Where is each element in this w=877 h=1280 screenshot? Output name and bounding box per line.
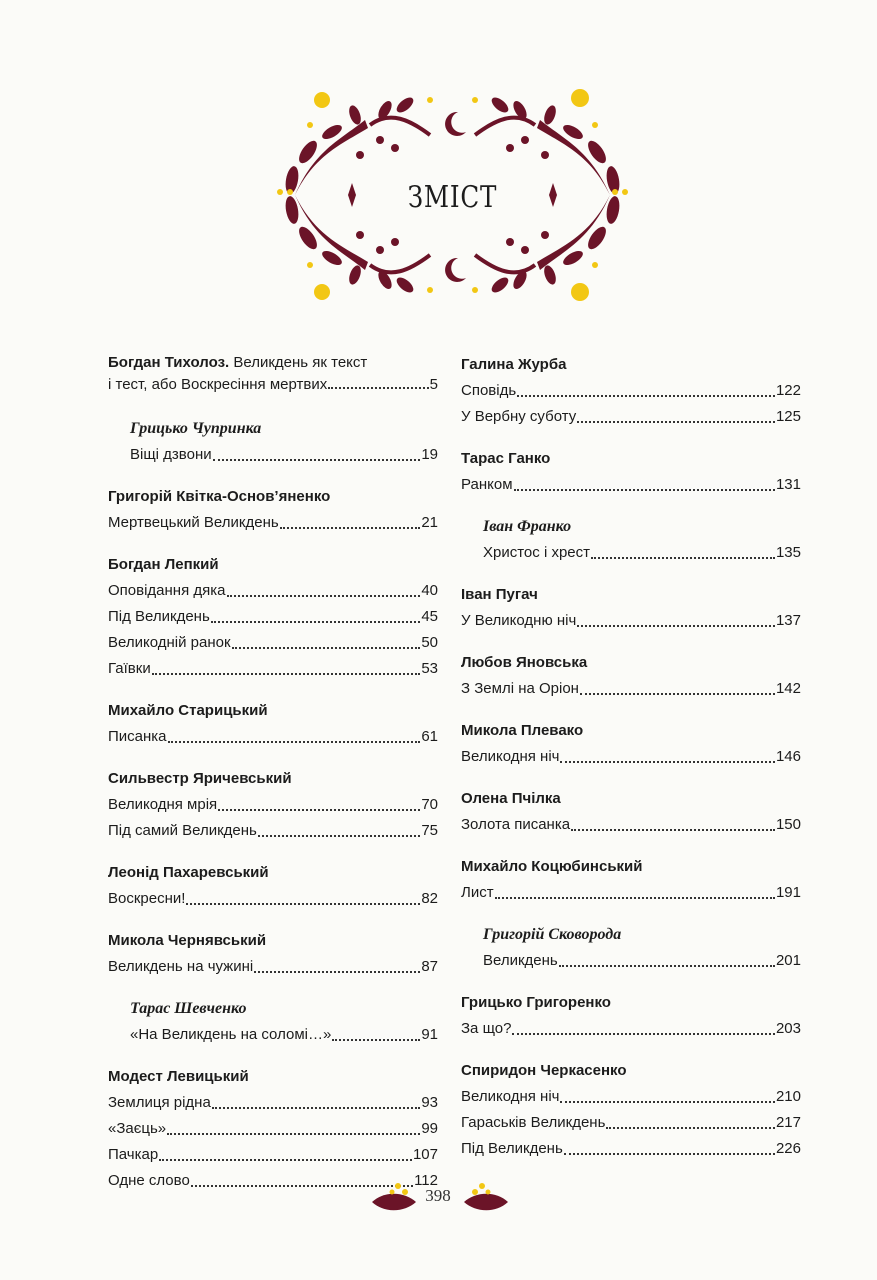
toc-right-column [461, 352, 801, 1162]
toc-title: Ранком [461, 476, 513, 493]
toc-section [461, 854, 801, 906]
toc-section [461, 990, 801, 1042]
toc-section [108, 698, 438, 750]
toc-title: Писанка [108, 728, 167, 745]
toc-title: Лист [461, 884, 494, 901]
toc-page: 146 [775, 748, 801, 765]
toc-entry[interactable] [108, 604, 438, 630]
toc-entry[interactable] [461, 608, 801, 634]
toc-section [108, 552, 438, 682]
toc-title: Під Великдень [461, 1140, 563, 1157]
toc-author: Сильвестр Яричевський [108, 770, 292, 787]
toc-section [461, 446, 801, 498]
toc-title: У Великодню ніч [461, 612, 577, 629]
toc-author: Микола Плевако [461, 722, 584, 739]
toc-page: 75 [421, 822, 438, 839]
toc-title: «На Великдень на соломі…» [130, 1026, 332, 1043]
toc-section [461, 718, 801, 770]
toc-entry[interactable] [108, 578, 438, 604]
toc-author: Григорій Квітка-Основ’яненко [108, 488, 331, 505]
toc-section [108, 484, 438, 536]
toc-title: Гараськів Великдень [461, 1114, 606, 1131]
toc-page: 142 [775, 680, 801, 697]
toc-entry[interactable] [108, 792, 438, 818]
toc-entry[interactable] [108, 1116, 438, 1142]
toc-section [461, 352, 801, 430]
toc-title: Одне слово [108, 1172, 190, 1189]
toc-page: 87 [421, 958, 438, 975]
toc-page: 203 [775, 1020, 801, 1037]
toc-entry[interactable] [108, 510, 438, 536]
toc-page: 91 [421, 1026, 438, 1043]
toc-page: 191 [775, 884, 801, 901]
toc-entry[interactable] [461, 378, 801, 404]
toc-title: Великдень на чужині [108, 958, 254, 975]
toc-page: 112 [414, 1172, 438, 1189]
toc-entry[interactable] [108, 630, 438, 656]
toc-title: За що? [461, 1020, 512, 1037]
toc-page: 61 [421, 728, 438, 745]
toc-page: 50 [421, 634, 438, 651]
toc-section [461, 582, 801, 634]
toc-title: Великодня ніч [461, 1088, 560, 1105]
toc-entry[interactable] [483, 540, 801, 566]
toc-page: 217 [775, 1114, 801, 1131]
toc-title: Мертвецький Великдень [108, 514, 279, 531]
toc-entry[interactable] [461, 1084, 801, 1110]
toc-title: Гаївки [108, 660, 151, 677]
toc-entry[interactable] [461, 1110, 801, 1136]
toc-entry[interactable] [461, 676, 801, 702]
toc-title: Воскресни! [108, 890, 186, 907]
toc-page: 226 [775, 1140, 801, 1157]
toc-left-column [108, 352, 438, 1194]
toc-author: Іван Франко [483, 518, 572, 535]
toc-page: 210 [775, 1088, 801, 1105]
toc-entry[interactable] [108, 724, 438, 750]
toc-section [461, 786, 801, 838]
toc-author: Спиридон Черкасенко [461, 1062, 627, 1079]
toc-title: Сповідь [461, 382, 517, 399]
toc-author: Тарас Ганко [461, 450, 551, 467]
toc-entry[interactable] [461, 880, 801, 906]
toc-page: 99 [421, 1120, 438, 1137]
toc-author: Любов Яновська [461, 654, 588, 671]
toc-intro-entry[interactable] [108, 352, 438, 396]
toc-entry[interactable] [130, 442, 438, 468]
toc-section [461, 650, 801, 702]
toc-entry[interactable] [461, 744, 801, 770]
toc-title: Великдень [483, 952, 558, 969]
toc-page: 19 [421, 446, 438, 463]
toc-entry[interactable] [461, 472, 801, 498]
toc-title: У Вербну суботу [461, 408, 577, 425]
toc-entry[interactable] [483, 948, 801, 974]
toc-entry[interactable] [108, 818, 438, 844]
toc-page: 70 [421, 796, 438, 813]
toc-page: 53 [421, 660, 438, 677]
toc-entry[interactable] [461, 812, 801, 838]
toc-author: Михайло Старицький [108, 702, 268, 719]
toc-page: 131 [775, 476, 801, 493]
toc-title: Оповідання дяка [108, 582, 226, 599]
toc-page: 40 [421, 582, 438, 599]
toc-section [108, 860, 438, 912]
toc-entry[interactable] [461, 1136, 801, 1162]
toc-page: 107 [412, 1146, 438, 1163]
toc-section [108, 996, 438, 1048]
toc-entry[interactable] [108, 1142, 438, 1168]
toc-title: Віщі дзвони [130, 446, 212, 463]
toc-author: Іван Пугач [461, 586, 538, 603]
toc-author: Леонід Пахаревський [108, 864, 269, 881]
toc-entry[interactable] [108, 656, 438, 682]
toc-title: Під Великдень [108, 608, 210, 625]
toc-title: Великодній ранок [108, 634, 231, 651]
toc-title: «Заєць» [108, 1120, 167, 1137]
toc-section [461, 1058, 801, 1162]
toc-author: Григорій Сковорода [483, 926, 622, 943]
toc-title: Христос і хрест [483, 544, 590, 561]
toc-entry[interactable] [108, 954, 438, 980]
toc-page: 93 [421, 1094, 438, 1111]
toc-page: 82 [421, 890, 438, 907]
toc-author: Богдан Тихолоз. [108, 354, 230, 371]
toc-title: Великодня ніч [461, 748, 560, 765]
toc-author: Тарас Шевченко [130, 1000, 247, 1017]
toc-title: Золота писанка [461, 816, 571, 833]
toc-page: 21 [421, 514, 438, 531]
toc-entry[interactable] [461, 404, 801, 430]
toc-author: Модест Левицький [108, 1068, 249, 1085]
toc-author: Микола Чернявський [108, 932, 267, 949]
toc-title: Великдень як текст [229, 354, 368, 371]
toc-entry[interactable] [108, 886, 438, 912]
toc-author: Олена Пчілка [461, 790, 561, 807]
toc-author: Грицько Григоренко [461, 994, 611, 1011]
toc-page: 201 [775, 952, 801, 969]
toc-title: Під самий Великдень [108, 822, 257, 839]
toc-title: Великодня мрія [108, 796, 218, 813]
page-number: 398 [425, 1186, 451, 1205]
toc-page: 150 [775, 816, 801, 833]
toc-entry[interactable] [108, 1090, 438, 1116]
toc-section [108, 928, 438, 980]
toc-author: Богдан Лепкий [108, 556, 219, 573]
toc-page: 45 [421, 608, 438, 625]
toc-title: Землиця рідна [108, 1094, 211, 1111]
toc-author: Галина Журба [461, 356, 567, 373]
page-title: ЗМІСТ [407, 180, 498, 215]
toc-page: 5 [429, 376, 438, 393]
toc-title: Пачкар [108, 1146, 159, 1163]
toc-page: 122 [775, 382, 801, 399]
toc-title: і тест, або Воскресіння мертвих [108, 376, 328, 393]
toc-section [108, 1064, 438, 1194]
toc-title: З Землі на Оріон [461, 680, 579, 697]
toc-entry[interactable] [130, 1022, 438, 1048]
toc-author: Михайло Коцюбинський [461, 858, 643, 875]
toc-page: 137 [775, 612, 801, 629]
toc-section [461, 922, 801, 974]
toc-section [461, 514, 801, 566]
toc-page: 125 [775, 408, 801, 425]
toc-section [108, 766, 438, 844]
toc-entry[interactable] [461, 1016, 801, 1042]
toc-section [108, 416, 438, 468]
toc-author: Грицько Чупринка [130, 420, 262, 437]
toc-page: 135 [775, 544, 801, 561]
